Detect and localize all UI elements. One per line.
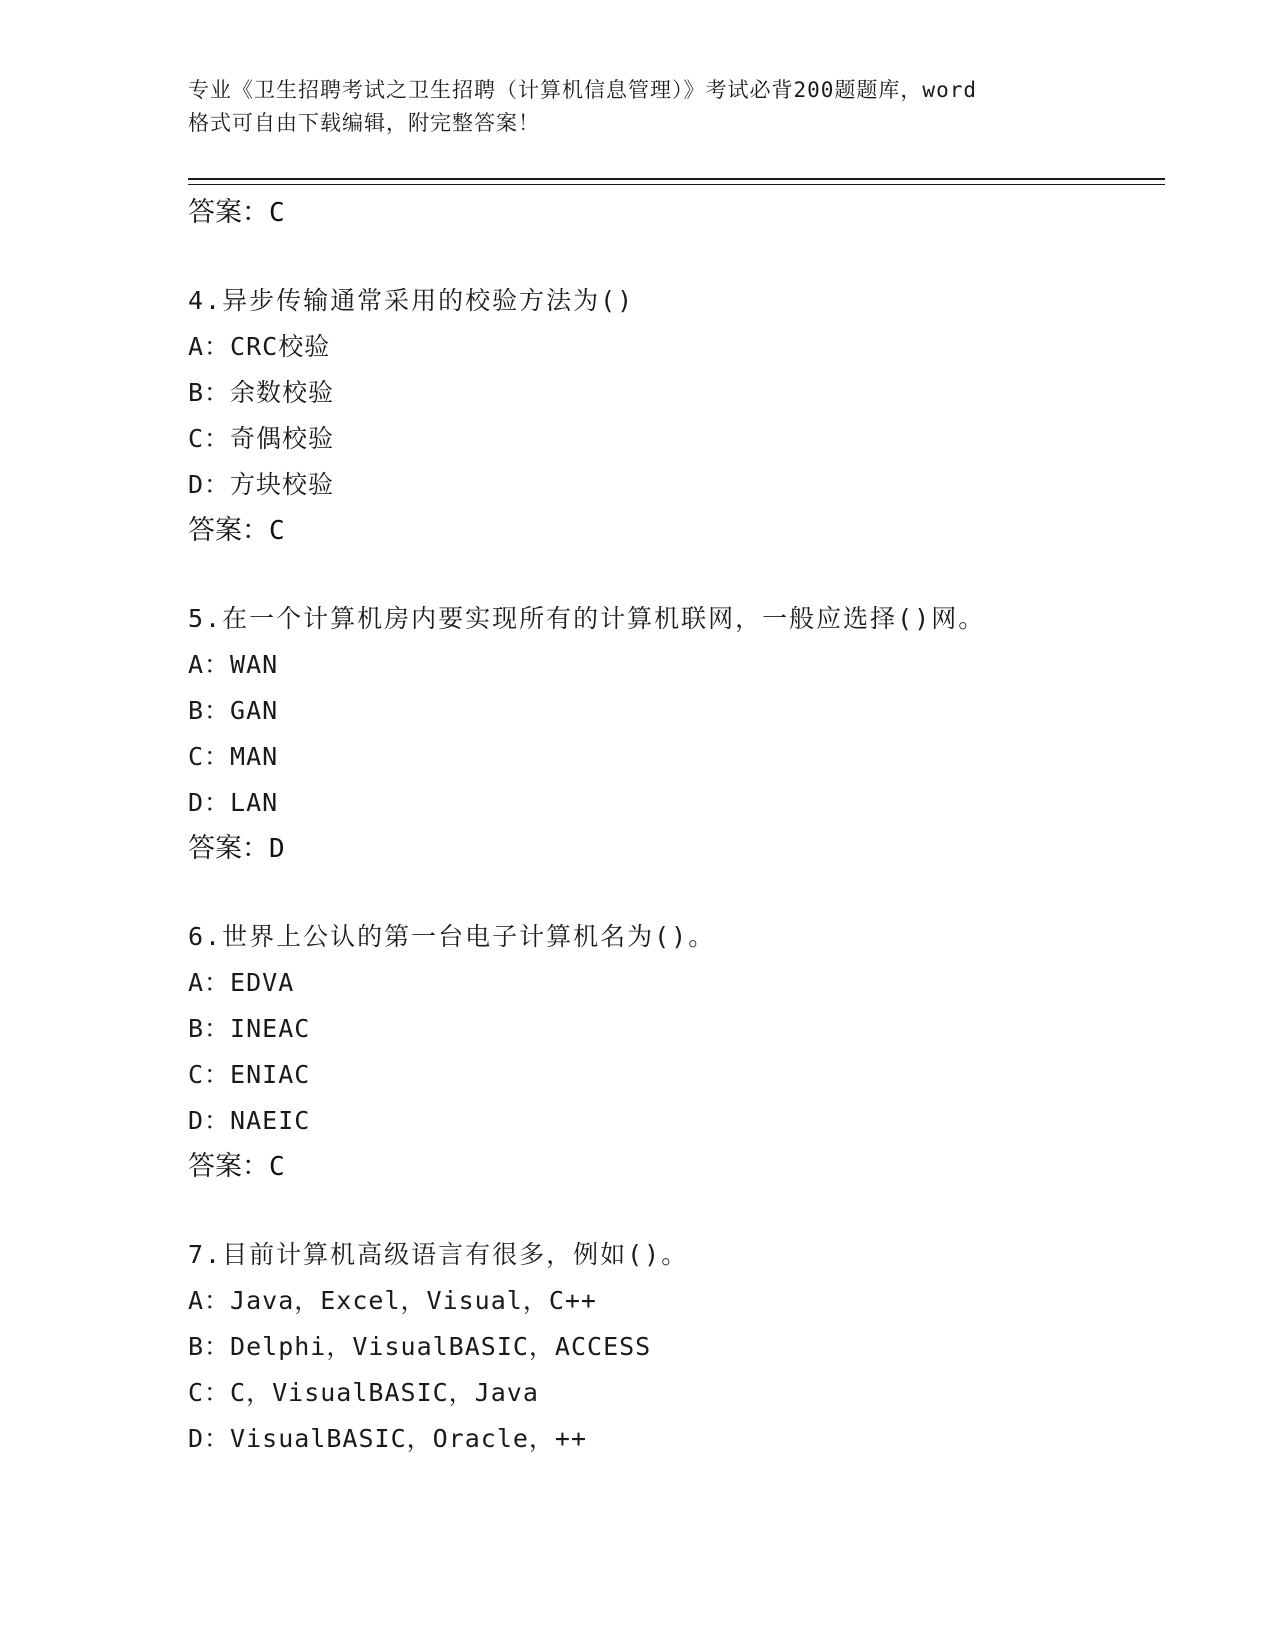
option-a: A：EDVA bbox=[188, 968, 295, 997]
option-a: A：WAN bbox=[188, 650, 279, 679]
answer-key: C bbox=[269, 1152, 285, 1182]
answer-key: C bbox=[269, 516, 285, 546]
document-header bbox=[188, 74, 1088, 140]
question-6 bbox=[188, 914, 1148, 1190]
option-c: C：C，VisualBASIC，Java bbox=[188, 1378, 539, 1407]
question-4 bbox=[188, 278, 1148, 554]
answer-line bbox=[188, 508, 1148, 554]
option-c: C：MAN bbox=[188, 742, 279, 771]
question-list bbox=[188, 190, 1148, 1462]
answer-label: 答案： bbox=[188, 515, 269, 546]
header-title-line-1: 专业《卫生招聘考试之卫生招聘（计算机信息管理）》考试必背200题题库，word bbox=[188, 78, 977, 102]
answer-label: 答案： bbox=[188, 1151, 269, 1182]
option-d: D：方块校验 bbox=[188, 470, 335, 499]
header-title-line-2: 格式可自由下载编辑，附完整答案！ bbox=[188, 111, 540, 135]
header-divider-thin bbox=[188, 184, 1165, 185]
option-a: A：CRC校验 bbox=[188, 332, 331, 361]
option-b: B：Delphi，VisualBASIC，ACCESS bbox=[188, 1332, 652, 1361]
option-b: B：INEAC bbox=[188, 1014, 311, 1043]
question-stem: 5.在一个计算机房内要实现所有的计算机联网，一般应选择()网。 bbox=[188, 604, 986, 633]
answer-label: 答案： bbox=[188, 197, 269, 228]
answer-line-q3 bbox=[188, 190, 1148, 236]
option-d: D：LAN bbox=[188, 788, 279, 817]
question-stem: 6.世界上公认的第一台电子计算机名为()。 bbox=[188, 922, 716, 951]
answer-key: D bbox=[269, 834, 285, 864]
option-b: B：余数校验 bbox=[188, 378, 335, 407]
question-stem: 7.目前计算机高级语言有很多，例如()。 bbox=[188, 1240, 689, 1269]
option-b: B：GAN bbox=[188, 696, 279, 725]
question-5 bbox=[188, 596, 1148, 872]
answer-line bbox=[188, 1144, 1148, 1190]
header-divider-thick bbox=[188, 178, 1165, 180]
question-7 bbox=[188, 1232, 1148, 1462]
option-a: A：Java，Excel，Visual，C++ bbox=[188, 1286, 597, 1315]
option-d: D：NAEIC bbox=[188, 1106, 311, 1135]
question-stem: 4.异步传输通常采用的校验方法为() bbox=[188, 286, 635, 315]
answer-label: 答案： bbox=[188, 833, 269, 864]
answer-line bbox=[188, 826, 1148, 872]
option-c: C：ENIAC bbox=[188, 1060, 311, 1089]
option-c: C：奇偶校验 bbox=[188, 424, 335, 453]
option-d: D：VisualBASIC，Oracle，++ bbox=[188, 1424, 588, 1453]
answer-key: C bbox=[269, 198, 285, 228]
